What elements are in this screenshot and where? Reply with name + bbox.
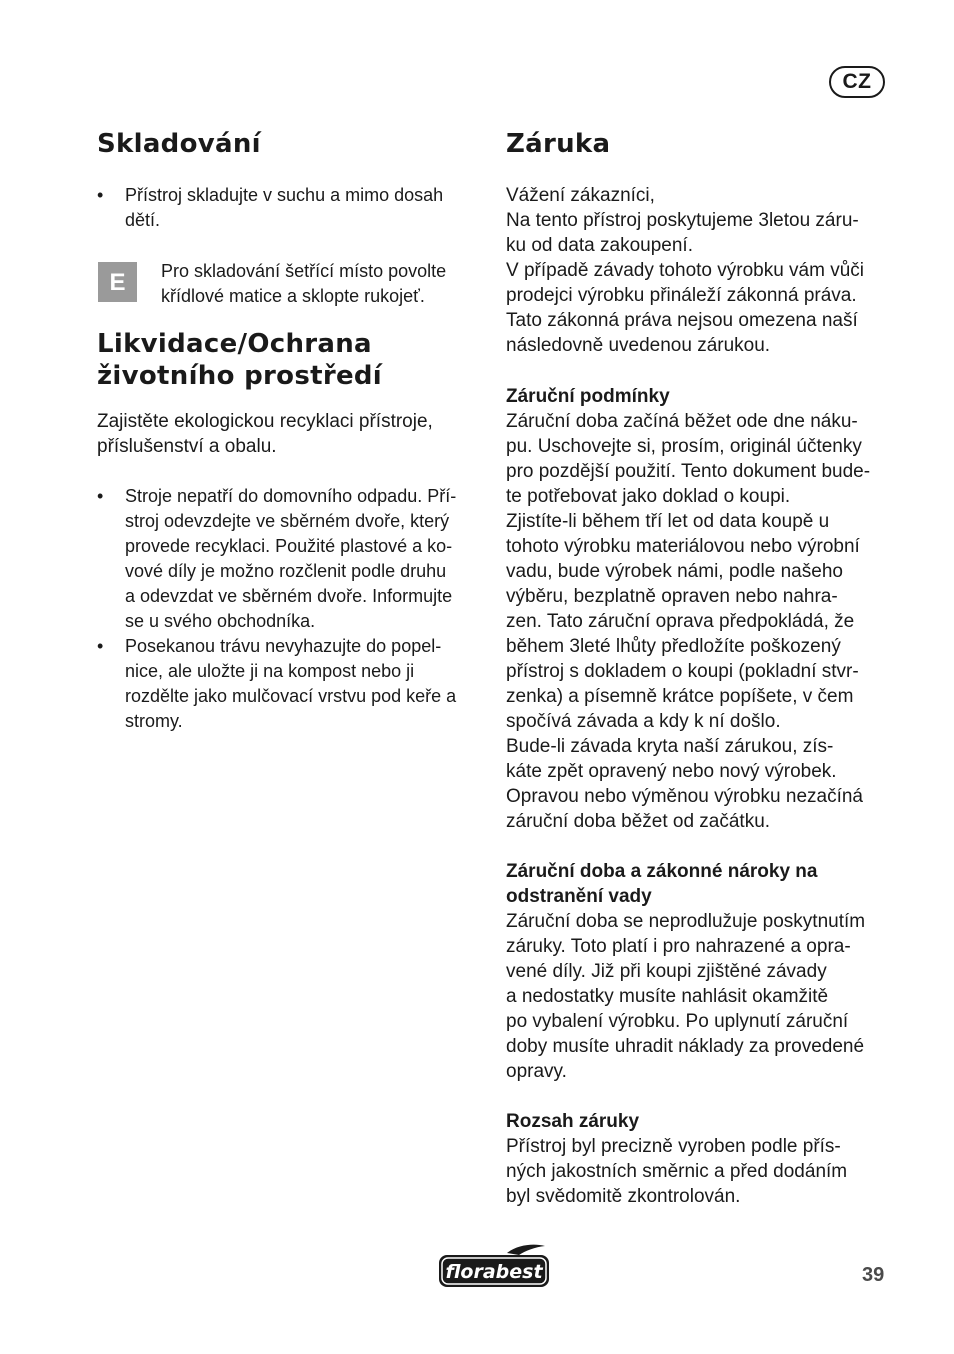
scope-heading: Rozsah záruky — [506, 1111, 640, 1132]
storage-title: Skladování — [97, 129, 261, 159]
storage-note — [97, 259, 536, 309]
text-line: provede recyklaci. Použité plastové a ko- — [125, 536, 453, 556]
disposal-intro — [97, 409, 472, 459]
text-line: rozdělte jako mulčovací vrstvu pod keře a — [125, 686, 457, 706]
text-line: během 3leté lhůty předložíte poškozený — [506, 636, 841, 657]
text-line: Tato zákonná práva nejsou omezena naší — [506, 310, 858, 331]
text-line: te potřebovat jako doklad o koupi. — [506, 486, 791, 507]
warranty-scope — [506, 1109, 894, 1209]
disposal-bullet-1 — [97, 484, 500, 634]
text-line: nice, ale uložte ji na kompost nebo ji — [125, 661, 415, 681]
text-line: pro pozdější použití. Tento dokument bude- — [506, 461, 871, 482]
text-line: přístroj s dokladem o koupi (pokladní stvr- — [506, 661, 859, 682]
text-line: Vážení zákazníci, — [506, 185, 655, 206]
text-line: Na tento přístroj poskytujeme 3letou záru- — [506, 210, 859, 231]
text-line: Záruční doba se neprodlužuje poskytnutím — [506, 911, 866, 932]
warranty-title: Záruka — [506, 129, 611, 159]
text-line: tohoto výrobku materiálovou nebo výrobní — [506, 536, 860, 557]
text-line: Zajistěte ekologickou recyklaci přístroje, — [97, 411, 433, 432]
text-line: stromy. — [125, 711, 183, 731]
text-line: po vybalení výrobku. Po uplynutí záruční — [506, 1011, 849, 1032]
warranty-period — [506, 859, 894, 1084]
bullet-dot: • — [97, 185, 104, 205]
disposal-title — [97, 328, 382, 392]
bullet-dot: • — [97, 636, 104, 656]
text-line: Bude-li závada kryta naší zárukou, zís- — [506, 736, 834, 757]
note-e-icon: E — [98, 262, 137, 302]
text-line: a odevzdat ve sběrném dvoře. Informujte — [125, 586, 453, 606]
logo-text: florabest — [445, 1261, 543, 1283]
text-line: Stroje nepatří do domovního odpadu. Pří- — [125, 486, 457, 506]
warranty-conditions — [506, 384, 894, 834]
title-line: životního prostředí — [97, 361, 383, 391]
text-line: spočívá závada a kdy k ní došlo. — [506, 711, 781, 732]
text-line: pu. Uschovejte si, prosím, originál účtenky — [506, 436, 862, 457]
text-line: vadu, bude výrobek námi, podle našeho — [506, 561, 843, 582]
text-line: ných jakostních směrnic a před dodáním — [506, 1161, 848, 1182]
florabest-logo-icon — [437, 1243, 551, 1289]
conditions-heading: Záruční podmínky — [506, 386, 670, 407]
text-line: stroj odevzdejte ve sběrném dvoře, který — [125, 511, 450, 531]
text-line: V případě závady tohoto výrobku vám vůči — [506, 260, 865, 281]
text-line: Pro skladování šetřící místo povolte — [161, 261, 447, 281]
text-line: příslušenství a obalu. — [97, 436, 277, 457]
text-line: následovně uvedenou zárukou. — [506, 335, 771, 356]
language-badge: CZ — [829, 66, 885, 98]
text-line: zen. Tato záruční oprava předpokládá, že — [506, 611, 855, 632]
text-line: ku od data zakoupení. — [506, 235, 693, 256]
warranty-intro — [506, 183, 894, 358]
text-line: křídlové matice a sklopte rukojeť. — [161, 286, 425, 306]
text-line: vové díly je možno rozčlenit podle druhu — [125, 561, 447, 581]
text-line: Přístroj skladujte v suchu a mimo dosah — [125, 185, 444, 205]
period-heading-line: Záruční doba a zákonné nároky na — [506, 861, 818, 882]
period-heading-line: odstranění vady — [506, 886, 652, 907]
text-line: opravy. — [506, 1061, 567, 1082]
text-line: Posekanou trávu nevyhazujte do popel- — [125, 636, 442, 656]
text-line: doby musíte uhradit náklady za provedené — [506, 1036, 865, 1057]
text-line: Opravou nebo výměnou výrobku nezačíná — [506, 786, 863, 807]
text-line: dětí. — [125, 210, 161, 230]
text-line: zenka) a písemně krátce popíšete, v čem — [506, 686, 854, 707]
text-line: káte zpět opravený nebo nový výrobek. — [506, 761, 837, 782]
text-line: výběru, bezplatně opraven nebo nahra- — [506, 586, 838, 607]
storage-bullet — [97, 183, 500, 233]
text-line: záruční doba běžet od začátku. — [506, 811, 771, 832]
disposal-bullet-2 — [97, 634, 500, 734]
text-line: Zjistíte-li během tří let od data koupě u — [506, 511, 830, 532]
text-line: Přístroj byl precizně vyroben podle přís- — [506, 1136, 841, 1157]
text-line: vené díly. Již při koupi zjištěné závady — [506, 961, 827, 982]
text-line: a nedostatky musíte nahlásit okamžitě — [506, 986, 829, 1007]
text-line: byl svědomitě zkontrolován. — [506, 1186, 741, 1207]
page-number: 39 — [862, 1264, 885, 1286]
text-line: se u svého obchodníka. — [125, 611, 316, 631]
text-line: prodejci výrobku přináleží zákonná práva. — [506, 285, 857, 306]
text-line: záruky. Toto platí i pro nahrazené a opra- — [506, 936, 851, 957]
text-line: Záruční doba začíná běžet ode dne náku- — [506, 411, 858, 432]
title-line: Likvidace/Ochrana — [97, 329, 372, 359]
bullet-dot: • — [97, 486, 104, 506]
